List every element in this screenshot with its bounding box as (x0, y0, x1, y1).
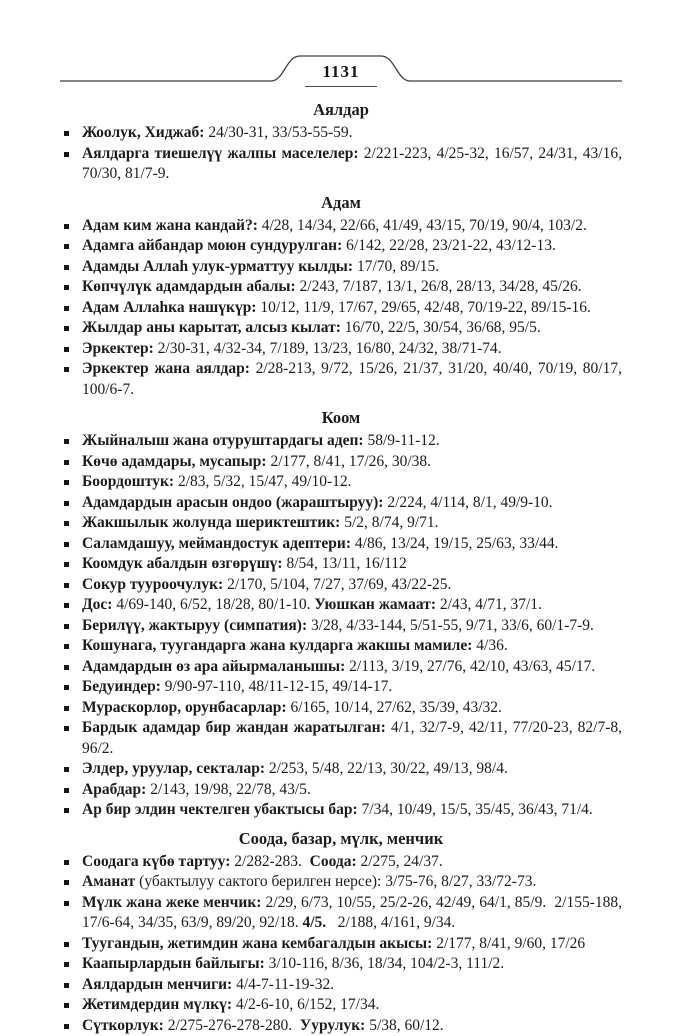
entry-references: 2/221-223, 4/25-32, 16/57, 24/31, 43/16, 70/30, 81/7-9. (82, 145, 622, 183)
entry-references: 2/83, 5/32, 15/47, 49/10-12. (174, 473, 351, 490)
entry-references: 4/1, 32/7-9, 42/11, 77/20-23, 82/7-8, 96/2. (82, 719, 622, 757)
bullet-square-icon (64, 265, 69, 270)
bullet-square-icon (64, 131, 69, 136)
index-entry (60, 872, 622, 893)
entry-references: 4/69-140, 6/52, 18/28, 80/1-10. (112, 596, 314, 613)
bullet-square-icon (64, 624, 69, 629)
entry-term: Боордоштук: (82, 473, 174, 490)
index-section (60, 407, 622, 821)
entry-term: Адам Аллаһка нашүкүр: (82, 299, 256, 316)
entry-references: 16/70, 22/5, 30/54, 36/68, 95/5. (341, 319, 541, 336)
entry-references: 2/143, 19/98, 22/78, 43/5. (146, 781, 310, 798)
index-entry (60, 472, 622, 493)
entry-term: Саламдашуу, меймандостук адептери: (82, 535, 351, 552)
entry-term: Коомдук абалдын өзгөрүшү: (82, 555, 283, 572)
entry-term: Аялдарга тиешелүү жалпы маселелер: (82, 145, 359, 162)
entry-term: Арабдар: (82, 781, 146, 798)
index-entry (60, 298, 622, 319)
index-entry (60, 954, 622, 975)
bullet-square-icon (64, 367, 69, 372)
entry-references: 2/275-276-278-280. (164, 1017, 300, 1034)
bullet-square-icon (64, 224, 69, 229)
entry-references: 7/34, 10/49, 15/5, 35/45, 36/43, 71/4. (358, 801, 593, 818)
bullet-square-icon (64, 880, 69, 885)
index-entry (60, 216, 622, 237)
entry-references: 2/275, 24/37. (357, 853, 443, 870)
index-entry (60, 513, 622, 534)
entry-term: Аялдардын менчиги: (82, 976, 232, 993)
index-entry (60, 277, 622, 298)
bullet-square-icon (64, 767, 69, 772)
index-entry (60, 452, 622, 473)
index-entry (60, 554, 622, 575)
entry-term: Мураскорлор, орунбасарлар: (82, 699, 287, 716)
entry-term: Элдер, уруулар, секталар: (82, 760, 265, 777)
bullet-square-icon (64, 562, 69, 567)
entry-term: Адамдардын арасын ондоо (жараштыруу): (82, 494, 383, 511)
index-entry (60, 595, 622, 616)
page-number-tab (60, 50, 622, 92)
index-entry (60, 780, 622, 801)
bullet-square-icon (64, 603, 69, 608)
entry-references: 3/10-116, 8/36, 18/34, 104/2-3, 111/2. (265, 955, 504, 972)
entry-term: Адамга айбандар моюн сундурулган: (82, 237, 342, 254)
bullet-square-icon (64, 808, 69, 813)
index-entry (60, 677, 622, 698)
index-entry (60, 359, 622, 400)
bullet-square-icon (64, 521, 69, 526)
index-entry (60, 852, 622, 873)
index-entry (60, 236, 622, 257)
index-section (60, 828, 622, 1036)
bullet-square-icon (64, 1024, 69, 1029)
entry-references: 6/142, 22/28, 23/21-22, 43/12-13. (342, 237, 556, 254)
entry-term: Эркектер: (82, 340, 154, 357)
entry-term: Ар бир элдин чектелген убактысы бар: (82, 801, 358, 818)
section-title: Коом (60, 407, 622, 428)
bullet-square-icon (64, 152, 69, 157)
entry-term: Адам ким жана кандай?: (82, 217, 258, 234)
index-entry (60, 698, 622, 719)
index-entry (60, 657, 622, 678)
entry-term: Жакшылык жолунда шериктештик: (82, 514, 340, 531)
entry-references: 9/90-97-110, 48/11-12-15, 49/14-17. (161, 678, 392, 695)
entry-term: Жоолук, Хиджаб: (82, 124, 204, 141)
entry-references: 2/177, 8/41, 17/26, 30/38. (267, 453, 431, 470)
entry-references: 3/28, 4/33-144, 5/51-55, 9/71, 33/6, 60/1-7-9. (307, 617, 594, 634)
entry-term: Бедуиндер: (82, 678, 161, 695)
index-entry (60, 493, 622, 514)
bullet-square-icon (64, 706, 69, 711)
index-entry (60, 431, 622, 452)
bullet-square-icon (64, 542, 69, 547)
entry-term: Сүткорлук: (82, 1017, 164, 1034)
entry-references: 4/28, 14/34, 22/66, 41/49, 43/15, 70/19, 90/4, 103/2. (258, 217, 587, 234)
index-entry (60, 636, 622, 657)
bullet-square-icon (64, 962, 69, 967)
entry-term: 4/5. (302, 914, 326, 931)
entry-term: Каапырлардын байлыгы: (82, 955, 265, 972)
bullet-square-icon (64, 583, 69, 588)
bullet-square-icon (64, 285, 69, 290)
entry-references: 8/54, 13/11, 16/112 (283, 555, 407, 572)
index-entry (60, 759, 622, 780)
index-entry (60, 339, 622, 360)
entry-term: Көчө адамдары, мусапыр: (82, 453, 267, 470)
entry-references: 5/38, 60/12. (365, 1017, 443, 1034)
entry-references: 2/29, 6/73, 10/55, 25/2-26, 42/49, 64/1, 85/9. 2/155-188, 17/6-64, 34/35, 63/9, 89/20, 92/18. (82, 894, 622, 932)
entry-term: Эркектер жана аялдар: (82, 360, 250, 377)
bullet-square-icon (64, 685, 69, 690)
index-entry (60, 575, 622, 596)
entry-term: Дос: (82, 596, 112, 613)
index-entry (60, 534, 622, 555)
entry-references: 2/113, 3/19, 27/76, 42/10, 43/63, 45/17. (345, 658, 595, 675)
entry-term: Жетимдердин мүлкү: (82, 996, 232, 1013)
entry-term: Адамды Аллаһ улук-урматтуу кылды: (82, 258, 353, 275)
entry-term: Соодага күбө тартуу: (82, 853, 230, 870)
index-section (60, 192, 622, 401)
bullet-square-icon (64, 644, 69, 649)
entry-term: Адамдардын өз ара айырмаланышы: (82, 658, 345, 675)
bullet-square-icon (64, 665, 69, 670)
entry-term: Бардык адамдар бир жандан жаратылган: (82, 719, 386, 736)
bullet-square-icon (64, 788, 69, 793)
bullet-square-icon (64, 460, 69, 465)
bullet-square-icon (64, 860, 69, 865)
bullet-square-icon (64, 439, 69, 444)
entry-term: Туугандын, жетимдин жана кембагалдын акысы: (82, 935, 432, 952)
bullet-square-icon (64, 726, 69, 731)
entry-term: Көпчүлүк адамдардын абалы: (82, 278, 296, 295)
section-title: Адам (60, 192, 622, 213)
entry-term: Мүлк жана жеке менчик: (82, 894, 261, 911)
index-entry (60, 257, 622, 278)
entry-term: Кошунага, туугандарга жана кулдарга жакшы мамиле: (82, 637, 472, 654)
entry-references: 2/43, 4/71, 37/1. (436, 596, 542, 613)
bullet-square-icon (64, 326, 69, 331)
entry-references: 5/2, 8/74, 9/71. (340, 514, 438, 531)
index-section (60, 99, 622, 185)
entry-references: 2/170, 5/104, 7/27, 37/69, 43/22-25. (223, 576, 451, 593)
index-entry (60, 995, 622, 1016)
entry-references: 2/282-283. (230, 853, 309, 870)
entry-term: Жыйналыш жана отуруштардагы адеп: (82, 432, 364, 449)
entry-references: 2/224, 4/114, 8/1, 49/9-10. (383, 494, 552, 511)
bullet-square-icon (64, 347, 69, 352)
index-entry (60, 975, 622, 996)
bullet-square-icon (64, 942, 69, 947)
entry-references: 58/9-11-12. (364, 432, 440, 449)
page-header (60, 50, 622, 92)
page-number: 1131 (322, 62, 359, 81)
section-title: Соода, базар, мүлк, менчик (60, 828, 622, 849)
entry-references: 2/30-31, 4/32-34, 7/189, 13/23, 16/80, 24/32, 38/71-74. (154, 340, 502, 357)
entry-references: 2/188, 4/161, 9/34. (326, 914, 455, 931)
index-entry (60, 318, 622, 339)
entry-references: 10/12, 11/9, 17/67, 29/65, 42/48, 70/19-22, 89/15-16. (256, 299, 590, 316)
entry-references: 24/30-31, 33/53-55-59. (204, 124, 352, 141)
index-entry (60, 718, 622, 759)
section-title: Аялдар (60, 99, 622, 120)
entry-term: Аманат (82, 873, 135, 890)
entry-term: Уюшкан жамаат: (314, 596, 436, 613)
bullet-square-icon (64, 244, 69, 249)
entry-term: Уурулук: (300, 1017, 365, 1034)
bullet-square-icon (64, 1003, 69, 1008)
entry-references: 6/165, 10/14, 27/62, 35/39, 43/32. (287, 699, 502, 716)
index-entry (60, 934, 622, 955)
index-sections (60, 99, 622, 1036)
index-entry (60, 123, 622, 144)
bullet-square-icon (64, 306, 69, 311)
entry-term: Жылдар аны карытат, алсыз кылат: (82, 319, 341, 336)
index-entry (60, 616, 622, 637)
index-entry (60, 1016, 622, 1036)
entry-references: 4/86, 13/24, 19/15, 25/63, 33/44. (351, 535, 559, 552)
bullet-square-icon (64, 901, 69, 906)
entry-references: 2/243, 7/187, 13/1, 26/8, 28/13, 34/28, 45/26. (296, 278, 582, 295)
entry-term: Соода: (310, 853, 357, 870)
index-entry (60, 144, 622, 185)
entry-references: (убактылуу сактого берилген нерсе): 3/75-76, 8/27, 33/72-73. (135, 873, 536, 890)
entry-references: 17/70, 89/15. (353, 258, 439, 275)
index-entry (60, 800, 622, 821)
entry-references: 4/2-6-10, 6/152, 17/34. (232, 996, 379, 1013)
entry-references: 2/253, 5/48, 22/13, 30/22, 49/13, 98/4. (265, 760, 508, 777)
bullet-square-icon (64, 480, 69, 485)
entry-term: Сокур тууроочулук: (82, 576, 223, 593)
entry-references: 2/28-213, 9/72, 15/26, 21/37, 31/20, 40/40, 70/19, 80/17, 100/6-7. (82, 360, 622, 398)
entry-references: 2/177, 8/41, 9/60, 17/26 (432, 935, 585, 952)
bullet-square-icon (64, 983, 69, 988)
entry-references: 4/4-7-11-19-32. (232, 976, 334, 993)
index-entry (60, 893, 622, 934)
entry-references: 4/36. (472, 637, 507, 654)
entry-term: Берилүү, жактыруу (симпатия): (82, 617, 307, 634)
bullet-square-icon (64, 501, 69, 506)
